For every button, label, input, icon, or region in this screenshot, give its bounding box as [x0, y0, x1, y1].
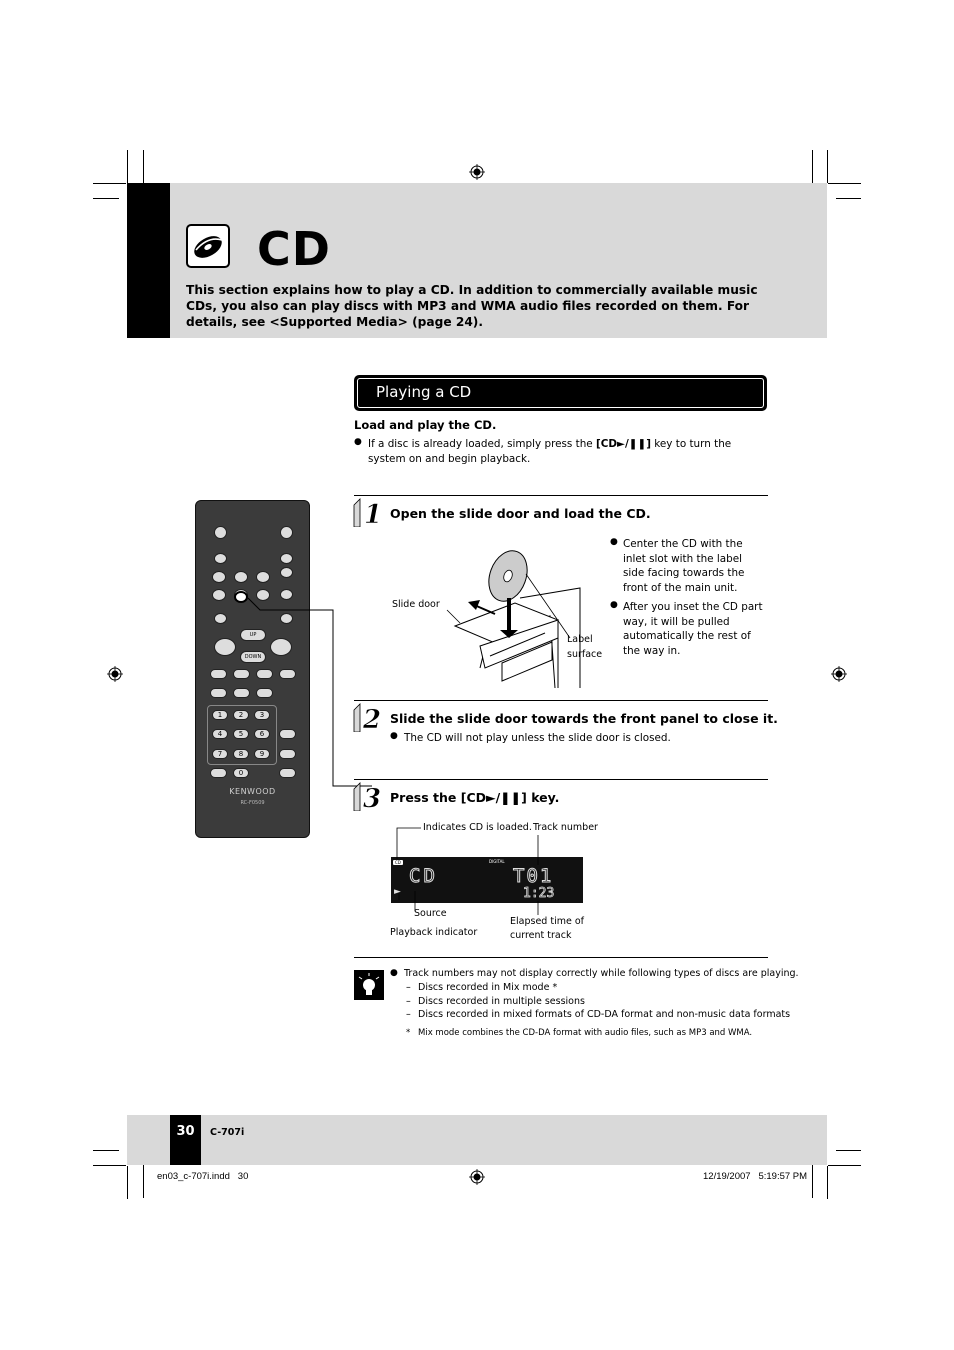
display-time-text: 1:23 [523, 886, 555, 901]
step-1-bullet-2: After you inset the CD part way, it will be pulled automatically the rest of the way in. [623, 601, 763, 657]
crop-mark [828, 1165, 861, 1166]
slide-door-label: Slide door [392, 599, 440, 610]
lead-bullet: If a disc is already loaded, simply press the [CD►/❚❚] key to turn the system on and begin playback. [368, 438, 732, 465]
step-1-title: Open the slide door and load the CD. [390, 506, 651, 521]
dash-icon: – [406, 996, 411, 1007]
remote-digit-1: 1 [212, 710, 228, 720]
crop-mark [127, 1166, 128, 1199]
step-number-2-icon [353, 702, 383, 732]
remote-digit-0: 0 [233, 768, 249, 778]
display-source-text: CD [409, 865, 438, 887]
footnote: Mix mode combines the CD-DA format with audio files, such as MP3 and WMA. [418, 1028, 753, 1038]
remote-button [280, 567, 293, 578]
crop-mark [827, 1166, 828, 1199]
bullet-icon: ● [610, 537, 618, 547]
crop-mark [93, 183, 126, 184]
dash-icon: – [406, 1009, 411, 1020]
remote-button [210, 669, 227, 679]
elapsed-time-label-line1: Elapsed time of [510, 916, 584, 927]
crop-mark [828, 183, 861, 184]
step-3-title: Press the [CD►/❚❚] key. [390, 790, 560, 805]
remote-digit-4: 4 [212, 729, 228, 739]
remote-button [212, 589, 226, 601]
notes-item: Discs recorded in mixed formats of CD-DA format and non-music data formats [418, 1009, 791, 1020]
source-label: Source [414, 908, 447, 919]
footer-band [127, 1115, 827, 1165]
notes-item: Discs recorded in multiple sessions [418, 996, 585, 1007]
model-name: C-707i [210, 1127, 245, 1138]
step-1-bullet-1: Center the CD with the inlet slot with the label side facing towards the front of the main unit. [623, 538, 745, 594]
intro-text: This section explains how to play a CD. In addition to commercially available music CDs, you also can play discs with MP3 and WMA audio files recorded on them. For details, see <Supported Media> (page 24). [186, 283, 758, 329]
remote-digit-6: 6 [254, 729, 270, 739]
playback-indicator-label: Playback indicator [390, 927, 478, 938]
page-number: 30 [176, 1124, 195, 1139]
bullet-icon: ● [354, 437, 362, 447]
print-datetime: 12/19/2007 5:19:57 PM [703, 1171, 808, 1182]
remote-button [214, 613, 227, 624]
step-2-title: Slide the slide door towards the front panel to close it. [390, 711, 778, 726]
svg-text:1: 1 [364, 500, 383, 527]
remote-digit-5: 5 [233, 729, 249, 739]
bullet-icon: ● [610, 600, 618, 610]
lead-heading: Load and play the CD. [354, 418, 497, 432]
cd-indicator: CD [395, 860, 401, 865]
remote-button [210, 768, 227, 778]
crop-mark [93, 198, 119, 199]
crop-mark [836, 198, 861, 199]
remote-button [212, 571, 226, 583]
section-title: Playing a CD [376, 383, 472, 401]
remote-power-button [280, 526, 293, 539]
bullet-icon: ● [390, 731, 398, 741]
page-title: CD [257, 222, 331, 276]
track-number-label: Track number [533, 822, 598, 833]
step-rule [354, 779, 768, 780]
remote-button [214, 553, 227, 564]
elapsed-time-label-line2: current track [510, 930, 572, 941]
step-rule [354, 700, 768, 701]
play-indicator-icon: ► [394, 887, 401, 897]
crop-mark [827, 150, 828, 183]
remote-button [210, 688, 227, 698]
remote-digit-3: 3 [254, 710, 270, 720]
remote-up-button: UP [240, 629, 266, 641]
crop-mark [127, 150, 128, 183]
remote-down-button: DOWN [240, 651, 266, 663]
leader-line [240, 590, 380, 800]
cd-disc-icon [186, 224, 230, 268]
remote-model: RC-F0509 [240, 800, 265, 806]
registration-mark-icon [107, 666, 123, 682]
bullet-icon: ● [390, 968, 398, 978]
notes-bullet: Track numbers may not display correctly while following types of discs are playing. [404, 968, 799, 979]
remote-digit-2: 2 [233, 710, 249, 720]
dash-icon: – [406, 982, 411, 993]
step-number-3-icon [353, 781, 383, 811]
remote-button [234, 571, 248, 583]
notes-item: Discs recorded in Mix mode * [418, 982, 558, 993]
cd-loading-illustration [440, 538, 610, 688]
label-surface-label-line1: Label [567, 634, 593, 645]
page-number-tab [170, 1115, 201, 1165]
remote-digit-7: 7 [212, 749, 228, 759]
remote-digit-8: 8 [233, 749, 249, 759]
remote-button [214, 526, 227, 539]
remote-left-button [214, 638, 236, 656]
registration-mark-icon [469, 164, 485, 180]
svg-text:2: 2 [363, 705, 382, 732]
remote-button [280, 553, 293, 564]
step-2-bullet-1: The CD will not play unless the slide door is closed. [404, 732, 671, 744]
indicates-cd-label: Indicates CD is loaded. [423, 822, 532, 833]
registration-mark-icon [469, 1169, 485, 1185]
crop-mark [93, 1165, 126, 1166]
step-rule [354, 495, 768, 496]
step-number-1-icon [353, 497, 383, 527]
notes-rule [354, 957, 768, 958]
registration-mark-icon [831, 666, 847, 682]
remote-brand-logo: KENWOOD [229, 787, 276, 796]
header-tab [127, 183, 170, 338]
print-file-info: en03_c-707i.indd 30 [157, 1171, 249, 1182]
display-track-text: T01 [513, 865, 554, 887]
remote-digit-9: 9 [254, 749, 270, 759]
tip-lightbulb-icon [354, 970, 384, 1000]
digital-indicator: DIGITAL [489, 859, 505, 864]
svg-text:3: 3 [363, 784, 382, 811]
asterisk-icon: * [406, 1028, 411, 1038]
label-surface-label-line2: surface [567, 649, 603, 660]
crop-mark [836, 1150, 861, 1151]
crop-mark [93, 1150, 119, 1151]
remote-button [256, 571, 270, 583]
